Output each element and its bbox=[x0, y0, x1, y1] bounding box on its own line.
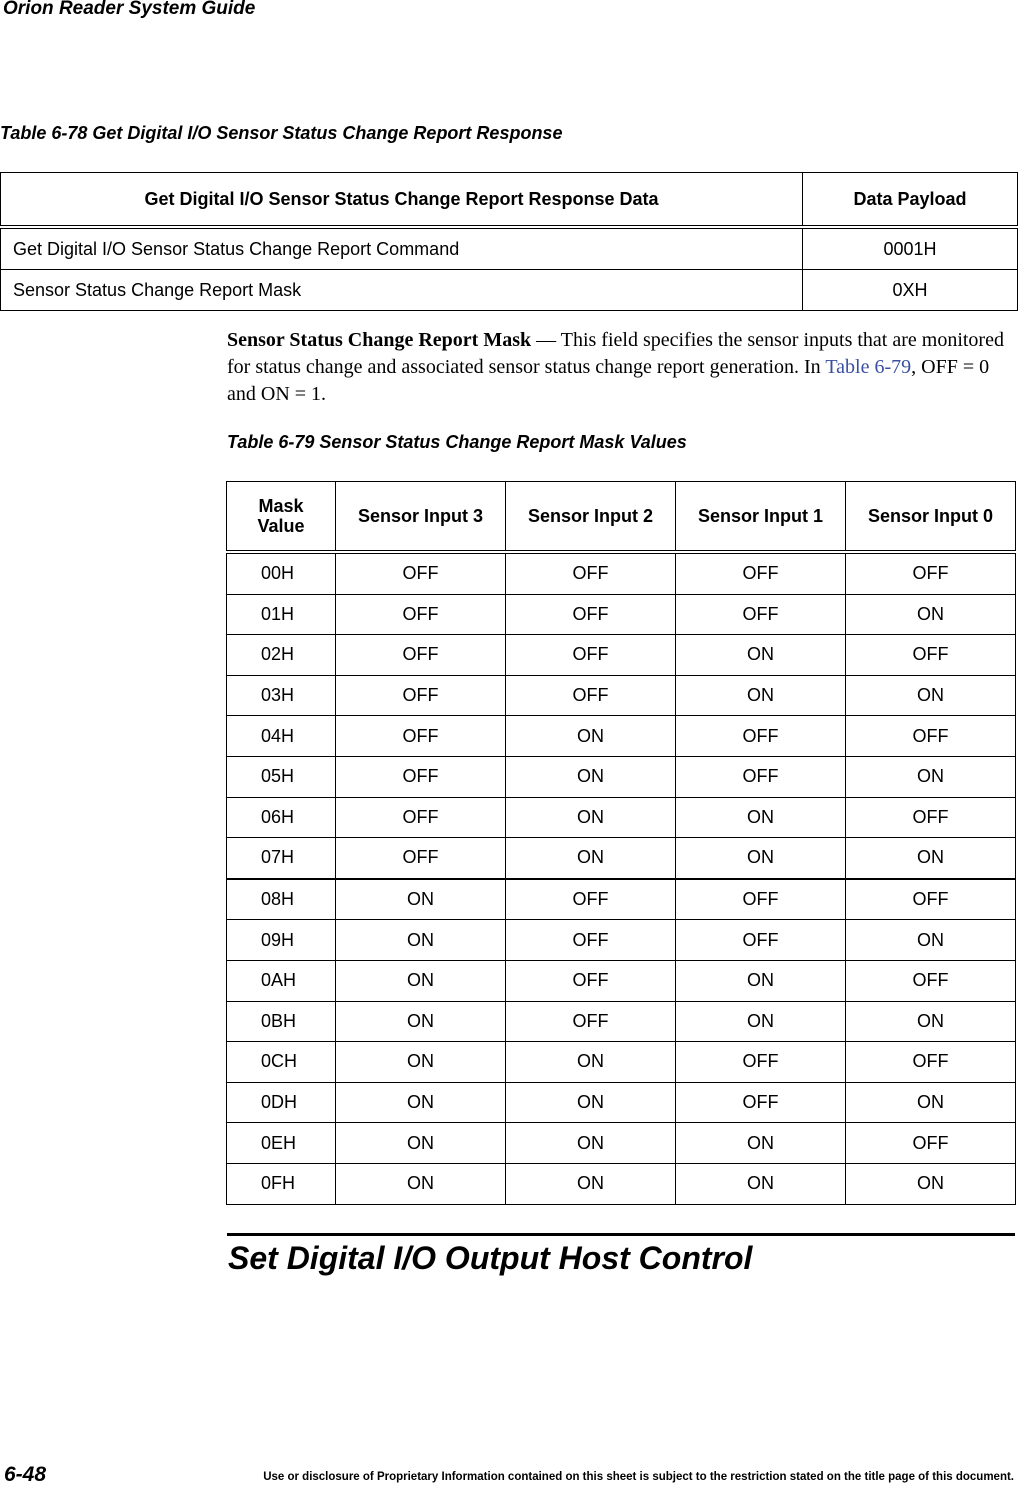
sensor-state-cell: ON bbox=[336, 879, 506, 920]
footer-note: Use or disclosure of Proprietary Information contained on this sheet is subject to the restriction stated on the title page of this document. bbox=[263, 1471, 1014, 1483]
sensor-state-cell: ON bbox=[506, 1042, 676, 1083]
mask-value-cell: 01H bbox=[227, 594, 336, 635]
sensor-state-cell: OFF bbox=[846, 635, 1016, 676]
table-cell: 0001H bbox=[803, 227, 1018, 270]
table-row bbox=[227, 920, 1016, 961]
mask-value-cell: 0FH bbox=[227, 1163, 336, 1204]
sensor-state-cell: OFF bbox=[846, 797, 1016, 838]
sensor-state-cell: OFF bbox=[846, 716, 1016, 757]
sensor-state-cell: ON bbox=[506, 1123, 676, 1164]
table-row bbox=[227, 716, 1016, 757]
column-header-data-payload: Data Payload bbox=[803, 173, 1018, 228]
paragraph-text: This field specifies the sensor inputs that are monitored for status change and associated sensor status change report generation. In bbox=[227, 329, 1004, 378]
column-header-sensor-input-0: Sensor Input 0 bbox=[846, 482, 1016, 553]
sensor-state-cell: ON bbox=[846, 1001, 1016, 1042]
paragraph-term: Sensor Status Change Report Mask bbox=[227, 329, 532, 351]
sensor-state-cell: OFF bbox=[506, 879, 676, 920]
table-row bbox=[227, 756, 1016, 797]
table-79-body bbox=[227, 552, 1016, 1204]
sensor-state-cell: OFF bbox=[336, 635, 506, 676]
mask-value-cell: 0EH bbox=[227, 1123, 336, 1164]
sensor-state-cell: OFF bbox=[846, 1042, 1016, 1083]
sensor-state-cell: OFF bbox=[336, 675, 506, 716]
sensor-state-cell: OFF bbox=[506, 675, 676, 716]
table-row bbox=[227, 797, 1016, 838]
table-row bbox=[1, 227, 1018, 270]
mask-value-cell: 0AH bbox=[227, 960, 336, 1001]
sensor-state-cell: ON bbox=[846, 1163, 1016, 1204]
table-row bbox=[1, 270, 1018, 311]
table-row bbox=[227, 1163, 1016, 1204]
column-header-response-data: Get Digital I/O Sensor Status Change Report Response Data bbox=[1, 173, 803, 228]
paragraph-dash: — bbox=[531, 329, 561, 351]
mask-value-cell: 0BH bbox=[227, 1001, 336, 1042]
mask-value-cell: 03H bbox=[227, 675, 336, 716]
table-row bbox=[227, 838, 1016, 879]
sensor-state-cell: OFF bbox=[506, 635, 676, 676]
sensor-state-cell: ON bbox=[676, 675, 846, 716]
sensor-state-cell: ON bbox=[846, 594, 1016, 635]
column-header-sensor-input-2: Sensor Input 2 bbox=[506, 482, 676, 553]
sensor-state-cell: OFF bbox=[846, 960, 1016, 1001]
column-header-sensor-input-3: Sensor Input 3 bbox=[336, 482, 506, 553]
mask-value-cell: 05H bbox=[227, 756, 336, 797]
table-78-caption: Table 6-78 Get Digital I/O Sensor Status Change Report Response bbox=[0, 123, 563, 143]
sensor-state-cell: OFF bbox=[846, 879, 1016, 920]
sensor-state-cell: ON bbox=[846, 675, 1016, 716]
table-row bbox=[227, 675, 1016, 716]
sensor-state-cell: ON bbox=[336, 920, 506, 961]
sensor-state-cell: OFF bbox=[676, 879, 846, 920]
mask-value-cell: 07H bbox=[227, 838, 336, 879]
sensor-state-cell: OFF bbox=[506, 552, 676, 594]
sensor-state-cell: OFF bbox=[676, 920, 846, 961]
sensor-state-cell: ON bbox=[506, 1163, 676, 1204]
sensor-state-cell: ON bbox=[846, 1082, 1016, 1123]
table-row bbox=[227, 1082, 1016, 1123]
sensor-state-cell: ON bbox=[846, 756, 1016, 797]
sensor-state-cell: OFF bbox=[336, 552, 506, 594]
sensor-state-cell: OFF bbox=[336, 594, 506, 635]
mask-value-cell: 06H bbox=[227, 797, 336, 838]
column-header-sensor-input-1: Sensor Input 1 bbox=[676, 482, 846, 553]
table-row bbox=[227, 1001, 1016, 1042]
sensor-state-cell: OFF bbox=[506, 920, 676, 961]
mask-value-cell: 04H bbox=[227, 716, 336, 757]
table-79 bbox=[226, 481, 1016, 1205]
table-cell: Get Digital I/O Sensor Status Change Report Command bbox=[1, 227, 803, 270]
sensor-state-cell: ON bbox=[676, 960, 846, 1001]
sensor-state-cell: ON bbox=[336, 960, 506, 1001]
page-number: 6-48 bbox=[4, 1463, 47, 1486]
sensor-state-cell: ON bbox=[676, 838, 846, 879]
sensor-state-cell: ON bbox=[676, 635, 846, 676]
column-header-mask-value: Mask Value bbox=[227, 482, 336, 553]
sensor-state-cell: OFF bbox=[506, 1001, 676, 1042]
table-79-caption: Table 6-79 Sensor Status Change Report Mask Values bbox=[227, 432, 687, 452]
sensor-state-cell: OFF bbox=[846, 1123, 1016, 1164]
sensor-state-cell: OFF bbox=[676, 552, 846, 594]
sensor-state-cell: ON bbox=[676, 1163, 846, 1204]
table-row bbox=[227, 635, 1016, 676]
sensor-state-cell: OFF bbox=[506, 960, 676, 1001]
sensor-state-cell: ON bbox=[676, 797, 846, 838]
sensor-state-cell: ON bbox=[336, 1042, 506, 1083]
table-cell: Sensor Status Change Report Mask bbox=[1, 270, 803, 311]
mask-value-cell: 0CH bbox=[227, 1042, 336, 1083]
table-row bbox=[227, 552, 1016, 594]
sensor-state-cell: ON bbox=[506, 838, 676, 879]
sensor-state-cell: OFF bbox=[336, 716, 506, 757]
sensor-state-cell: OFF bbox=[676, 1082, 846, 1123]
sensor-state-cell: ON bbox=[846, 838, 1016, 879]
table-row bbox=[227, 1042, 1016, 1083]
table-cell: 0XH bbox=[803, 270, 1018, 311]
mask-value-cell: 02H bbox=[227, 635, 336, 676]
section-divider bbox=[227, 1233, 1015, 1236]
mask-value-cell: 08H bbox=[227, 879, 336, 920]
section-heading: Set Digital I/O Output Host Control bbox=[228, 1240, 753, 1276]
sensor-state-cell: ON bbox=[506, 1082, 676, 1123]
sensor-state-cell: ON bbox=[336, 1163, 506, 1204]
sensor-state-cell: ON bbox=[506, 756, 676, 797]
sensor-state-cell: ON bbox=[336, 1001, 506, 1042]
sensor-state-cell: ON bbox=[676, 1123, 846, 1164]
sensor-state-cell: OFF bbox=[336, 756, 506, 797]
sensor-state-cell: OFF bbox=[336, 838, 506, 879]
table-row bbox=[227, 879, 1016, 920]
mask-description-paragraph bbox=[227, 327, 1017, 408]
table-row bbox=[227, 960, 1016, 1001]
mask-value-cell: 0DH bbox=[227, 1082, 336, 1123]
sensor-state-cell: ON bbox=[506, 797, 676, 838]
sensor-state-cell: OFF bbox=[676, 594, 846, 635]
sensor-state-cell: OFF bbox=[336, 797, 506, 838]
paragraph-text-end: , OFF = 0 and ON = 1. bbox=[227, 356, 990, 405]
sensor-state-cell: ON bbox=[336, 1123, 506, 1164]
sensor-state-cell: OFF bbox=[676, 716, 846, 757]
table-header-row bbox=[1, 173, 1018, 228]
sensor-state-cell: ON bbox=[676, 1001, 846, 1042]
table-row bbox=[227, 594, 1016, 635]
guide-title: Orion Reader System Guide bbox=[3, 0, 256, 19]
table-79-link[interactable]: Table 6-79 bbox=[825, 356, 912, 378]
sensor-state-cell: OFF bbox=[676, 1042, 846, 1083]
sensor-state-cell: ON bbox=[506, 716, 676, 757]
table-row bbox=[227, 1123, 1016, 1164]
table-78 bbox=[0, 172, 1018, 311]
table-header-row bbox=[227, 482, 1016, 553]
sensor-state-cell: ON bbox=[336, 1082, 506, 1123]
mask-value-cell: 09H bbox=[227, 920, 336, 961]
sensor-state-cell: OFF bbox=[846, 552, 1016, 594]
sensor-state-cell: ON bbox=[846, 920, 1016, 961]
sensor-state-cell: OFF bbox=[506, 594, 676, 635]
mask-value-cell: 00H bbox=[227, 552, 336, 594]
sensor-state-cell: OFF bbox=[676, 756, 846, 797]
